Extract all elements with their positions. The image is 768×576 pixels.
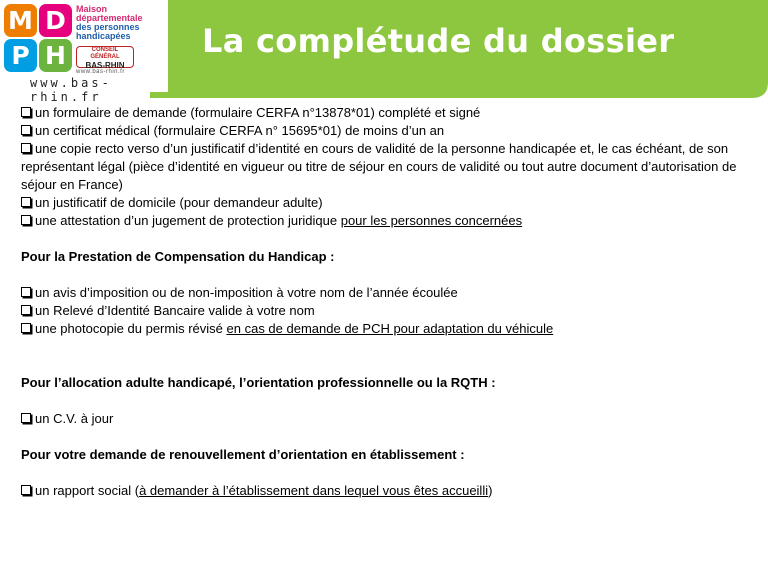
list-item: un justificatif de domicile (pour demandeur adulte) [21, 194, 751, 212]
logo-tile-p: P [4, 39, 37, 72]
list-item: une photocopie du permis révisé en cas de demande de PCH pour adaptation du véhicule [21, 320, 751, 338]
logo-tile-d: D [39, 4, 72, 37]
list-item: un rapport social (à demander à l’établissement dans lequel vous êtes accueilli) [21, 482, 751, 500]
section-heading-renewal: Pour votre demande de renouvellement d’orientation en établissement : [21, 447, 465, 462]
logo-tile-h: H [39, 39, 72, 72]
checkbox-icon [21, 197, 31, 207]
list-item: un C.V. à jour [21, 410, 751, 428]
checkbox-icon [21, 485, 31, 495]
list-item: un formulaire de demande (formulaire CERFA n°13878*01) complété et signé [21, 104, 751, 122]
underlined-note: à demander à l’établissement dans lequel vous êtes accueilli [139, 483, 489, 498]
checkbox-icon [21, 143, 31, 153]
section-heading-aah: Pour l’allocation adulte handicapé, l’orientation professionnelle ou la RQTH : [21, 375, 496, 390]
list-item: une attestation d’un jugement de protection juridique pour les personnes concernées [21, 212, 751, 230]
conseil-general-seal: CONSEIL GÉNÉRAL BAS-RHIN [76, 46, 134, 68]
page-title: La complétude du dossier [202, 22, 675, 60]
document-checklist [21, 104, 751, 500]
underlined-note: pour les personnes concernées [340, 213, 523, 228]
checkbox-icon [21, 125, 31, 135]
checkbox-icon [21, 287, 31, 297]
checkbox-icon [21, 323, 31, 333]
list-item: un certificat médical (formulaire CERFA n° 15695*01) de moins d’un an [21, 122, 751, 140]
checkbox-icon [21, 215, 31, 225]
list-item: un Relevé d’Identité Bancaire valide à votre nom [21, 302, 751, 320]
list-item: un avis d’imposition ou de non-imposition à votre nom de l’année écoulée [21, 284, 751, 302]
underlined-note: en cas de demande de PCH pour adaptation du véhicule [226, 321, 554, 336]
logo-tile-m: M [4, 4, 37, 37]
checkbox-icon [21, 305, 31, 315]
checkbox-icon [21, 413, 31, 423]
seal-url: www.bas-rhin.fr [76, 69, 125, 75]
checkbox-icon [21, 107, 31, 117]
organization-name: Maison départementale des personnes handicapées [76, 4, 143, 41]
website-url[interactable]: www.bas-rhin.fr [30, 76, 112, 104]
section-heading-pch: Pour la Prestation de Compensation du Handicap : [21, 249, 335, 264]
mdph-logo [0, 0, 168, 104]
list-item: une copie recto verso d’un justificatif d’identité en cours de validité de la personne handicapée et, le cas échéant, de son représentant légal (pièce d’identité en vigueur ou titre de séjour en cours de validité ou tout autre document d’autorisation de séjour en France) [21, 141, 737, 192]
